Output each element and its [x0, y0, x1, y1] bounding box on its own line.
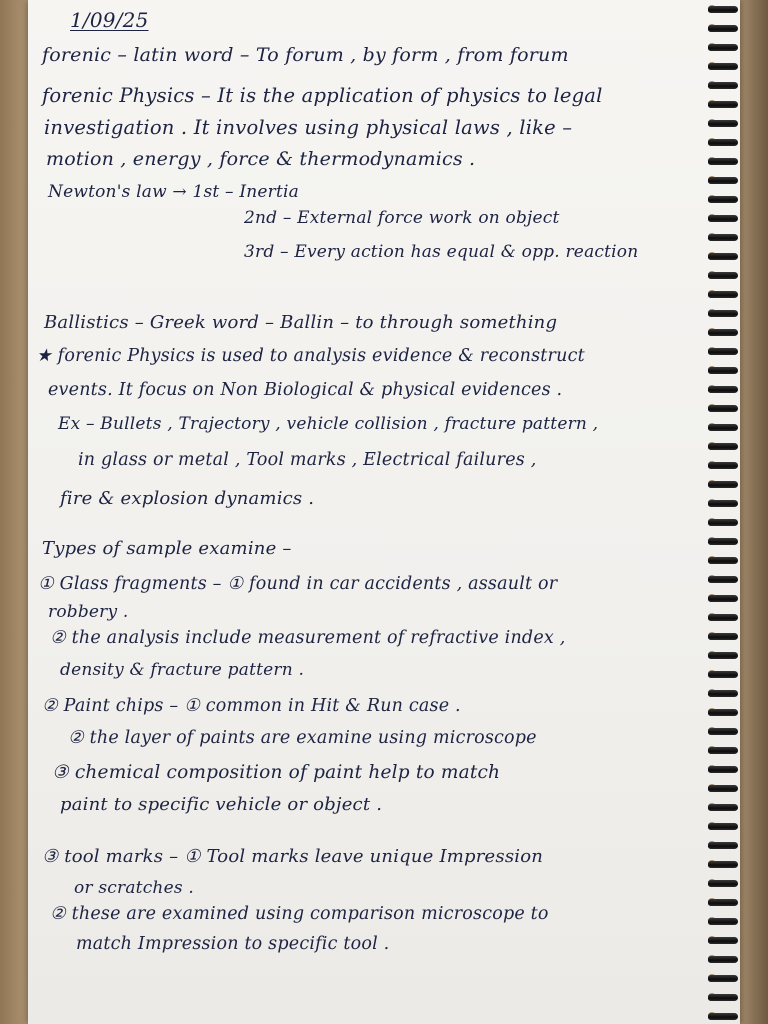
- note-line: 3rd – Every action has equal & opp. reaction: [244, 242, 639, 262]
- binding-coil: [708, 880, 738, 887]
- note-line: Ballistics – Greek word – Ballin – to through something: [44, 312, 558, 333]
- binding-coil: [708, 272, 738, 279]
- binding-coil: [708, 82, 738, 89]
- note-line: motion , energy , force & thermodynamics .: [46, 148, 476, 170]
- handwritten-notes: [28, 0, 728, 1024]
- binding-coil: [708, 709, 738, 716]
- note-line: in glass or metal , Tool marks , Electrical failures ,: [78, 450, 537, 470]
- binding-coil: [708, 424, 738, 431]
- note-line: match Impression to specific tool .: [76, 934, 390, 954]
- binding-coil: [708, 196, 738, 203]
- binding-coil: [708, 937, 738, 944]
- binding-coil: [708, 158, 738, 165]
- binding-coil: [708, 785, 738, 792]
- binding-coil: [708, 481, 738, 488]
- binding-coil: [708, 177, 738, 184]
- binding-coil: [708, 63, 738, 70]
- binding-coil: [708, 234, 738, 241]
- binding-coil: [708, 918, 738, 925]
- note-line: ② Paint chips – ① common in Hit & Run case .: [42, 696, 461, 716]
- binding-coil: [708, 804, 738, 811]
- binding-coil: [708, 462, 738, 469]
- binding-coil: [708, 538, 738, 545]
- binding-coil: [708, 595, 738, 602]
- binding-coil: [708, 215, 738, 222]
- binding-coil: [708, 44, 738, 51]
- note-date: 1/09/25: [70, 8, 149, 32]
- spiral-binding: [704, 0, 740, 1024]
- binding-coil: [708, 139, 738, 146]
- binding-coil: [708, 120, 738, 127]
- note-line: events. It focus on Non Biological & physical evidences .: [48, 380, 563, 400]
- note-line: Newton's law → 1st – Inertia: [48, 182, 300, 202]
- binding-coil: [708, 405, 738, 412]
- binding-coil: [708, 253, 738, 260]
- note-line: ② these are examined using comparison microscope to: [50, 904, 549, 924]
- binding-coil: [708, 25, 738, 32]
- binding-coil: [708, 671, 738, 678]
- note-line: ② the layer of paints are examine using microscope: [68, 728, 537, 748]
- note-line: paint to specific vehicle or object .: [60, 794, 383, 815]
- binding-coil: [708, 690, 738, 697]
- note-line: density & fracture pattern .: [60, 660, 305, 680]
- binding-coil: [708, 291, 738, 298]
- note-line: investigation . It involves using physical laws , like –: [44, 116, 573, 139]
- note-line: ③ chemical composition of paint help to match: [52, 762, 501, 783]
- binding-coil: [708, 956, 738, 963]
- binding-coil: [708, 766, 738, 773]
- binding-coil: [708, 576, 738, 583]
- binding-coil: [708, 6, 738, 13]
- binding-coil: [708, 519, 738, 526]
- note-line: forenic – latin word – To forum , by form , from forum: [42, 44, 569, 66]
- binding-coil: [708, 310, 738, 317]
- binding-coil: [708, 386, 738, 393]
- note-line: Ex – Bullets , Trajectory , vehicle collision , fracture pattern ,: [58, 414, 599, 434]
- binding-coil: [708, 652, 738, 659]
- notebook-page: [28, 0, 740, 1024]
- binding-coil: [708, 443, 738, 450]
- note-line: forenic Physics – It is the application of physics to legal: [42, 84, 603, 107]
- binding-coil: [708, 861, 738, 868]
- binding-coil: [708, 633, 738, 640]
- binding-coil: [708, 899, 738, 906]
- section-heading: Types of sample examine –: [42, 538, 292, 559]
- binding-coil: [708, 500, 738, 507]
- note-line: ③ tool marks – ① Tool marks leave unique Impression: [42, 846, 544, 867]
- note-line: ★ forenic Physics is used to analysis evidence & reconstruct: [36, 346, 585, 366]
- binding-coil: [708, 329, 738, 336]
- binding-coil: [708, 348, 738, 355]
- note-line: ② the analysis include measurement of refractive index ,: [50, 628, 566, 648]
- binding-coil: [708, 101, 738, 108]
- note-line: 2nd – External force work on object: [244, 208, 560, 228]
- note-line: ① Glass fragments – ① found in car accidents , assault or: [38, 574, 558, 594]
- note-line: or scratches .: [74, 878, 194, 898]
- note-line: fire & explosion dynamics .: [60, 488, 315, 509]
- binding-coil: [708, 975, 738, 982]
- binding-coil: [708, 614, 738, 621]
- binding-coil: [708, 747, 738, 754]
- binding-coil: [708, 367, 738, 374]
- binding-coil: [708, 557, 738, 564]
- binding-coil: [708, 842, 738, 849]
- binding-coil: [708, 823, 738, 830]
- note-line: robbery .: [48, 602, 129, 622]
- binding-coil: [708, 994, 738, 1001]
- binding-coil: [708, 1013, 738, 1020]
- binding-coil: [708, 728, 738, 735]
